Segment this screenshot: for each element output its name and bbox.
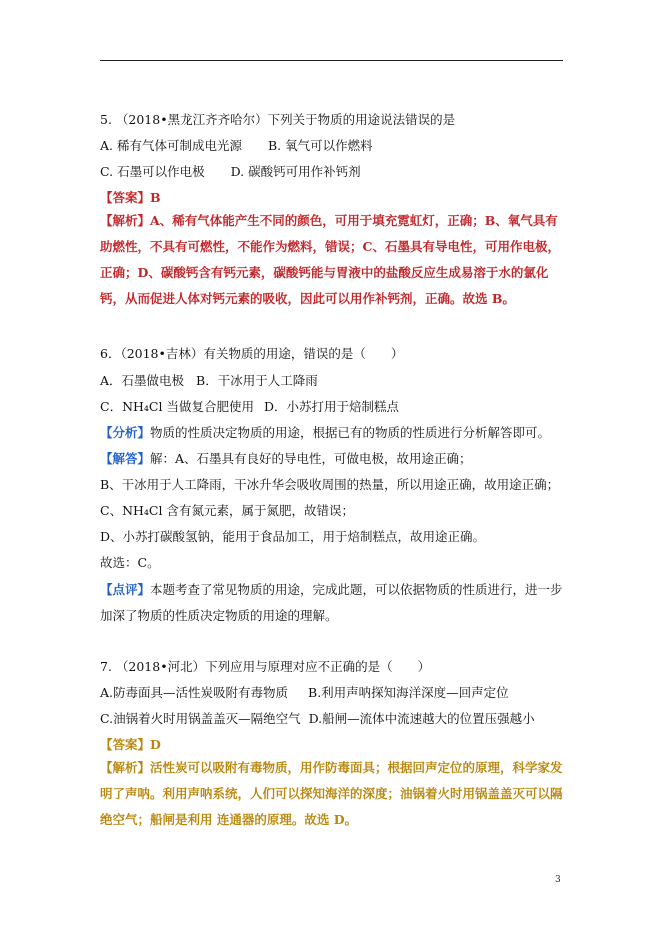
q6-solution-text: 解：A、石墨具有良好的导电性，可做电极，故用途正确； — [150, 451, 472, 466]
q6-option-d: D．小苏打用于焙制糕点 — [263, 399, 399, 414]
q6-comment — [100, 577, 563, 629]
q7-options-ab — [100, 685, 509, 701]
q5-option-d: D. 碳酸钙可用作补钙剂 — [230, 164, 361, 179]
q7-option-c: C.油锅着火时用锅盖盖灭—隔绝空气 — [100, 711, 301, 726]
q5-options-cd — [100, 164, 361, 180]
q6-solution — [100, 451, 472, 467]
q7-question: 7. （2018•河北）下列应用与原理对应不正确的是（ ） — [100, 659, 431, 674]
q6-comment-tag: 【点评】 — [100, 582, 151, 597]
q5-analysis: 【解析】A、稀有气体能产生不同的颜色，可用于填充霓虹灯，正确；B、氧气具有助燃性，不具有可燃性，不能作为燃料，错误；C、石墨具有导电性，可用作电极，正确；D、碳酸钙含有钙元素，碳酸钙能与胃液中的盐酸反应生成易溶于水的氯化钙，从而促进人体对钙元素的吸收，因此可以用作补钙剂，正确。故选 B。 — [100, 213, 560, 306]
q5-option-c: C. 石墨可以作电极 — [100, 164, 205, 179]
q7-analysis: 【解析】活性炭可以吸附有毒物质，用作防毒面具；根据回声定位的原理，科学家发明了声呐。利用声呐系统，人们可以探知海洋的深度；油锅着火时用锅盖盖灭可以隔绝空气；船闸是利用 连通器的原理。故选 D。 — [100, 760, 563, 827]
q7-options-cd — [100, 711, 535, 727]
q6-option-a: A．石墨做电极 — [100, 373, 185, 388]
q7-option-a: A.防毒面具—活性炭吸附有毒物质 — [100, 685, 289, 700]
q6-solution-tag: 【解答】 — [100, 451, 151, 466]
q5-options-ab — [100, 138, 373, 154]
q7-option-d: D.船闸—流体中流速越大的位置压强越小 — [308, 711, 535, 726]
q6-analysis-tag: 【分析】 — [100, 425, 151, 440]
q6-question: 6．（2018•吉林）有关物质的用途，错误的是（ ） — [100, 346, 404, 361]
q5-question: 5. （2018•黑龙江齐齐哈尔）下列关于物质的用途说法错误的是 — [100, 112, 456, 127]
header-rule — [100, 60, 563, 61]
q6-choice: 故选：C。 — [100, 555, 160, 570]
q6-comment-text: 本题考查了常见物质的用途，完成此题，可以依据物质的性质进行，进一步加深了物质的性质决定物质的用途的理解。 — [100, 582, 563, 623]
q6-option-b: B．干冰用于人工降雨 — [196, 373, 318, 388]
q6-solution-line-d: D、小苏打碳酸氢钠，能用于食品加工，用于焙制糕点，故用途正确。 — [100, 529, 486, 544]
q5-option-b: B. 氧气可以作燃料 — [267, 138, 373, 153]
q6-options-cd — [100, 399, 399, 415]
q5-answer: 【答案】B — [100, 190, 161, 205]
page-number: 3 — [555, 875, 561, 885]
q6-analysis — [100, 425, 550, 441]
q6-option-c: C．NH₄Cl 当做复合肥使用 — [100, 399, 254, 414]
q6-solution-line-b: B、干冰用于人工降雨，干冰升华会吸收周围的热量，所以用途正确，故用途正确； — [100, 477, 560, 492]
q6-options-ab — [100, 373, 318, 389]
q6-solution-line-c: C、NH₄Cl 含有氮元素，属于氮肥，故错误； — [100, 503, 354, 518]
q5-option-a: A. 稀有气体可制成电光源 — [100, 138, 242, 153]
q6-analysis-text: 物质的性质决定物质的用途，根据已有的物质的性质进行分析解答即可。 — [150, 425, 551, 440]
q7-answer: 【答案】D — [100, 737, 161, 752]
q7-option-b: B.利用声呐探知海洋深度—回声定位 — [308, 685, 509, 700]
